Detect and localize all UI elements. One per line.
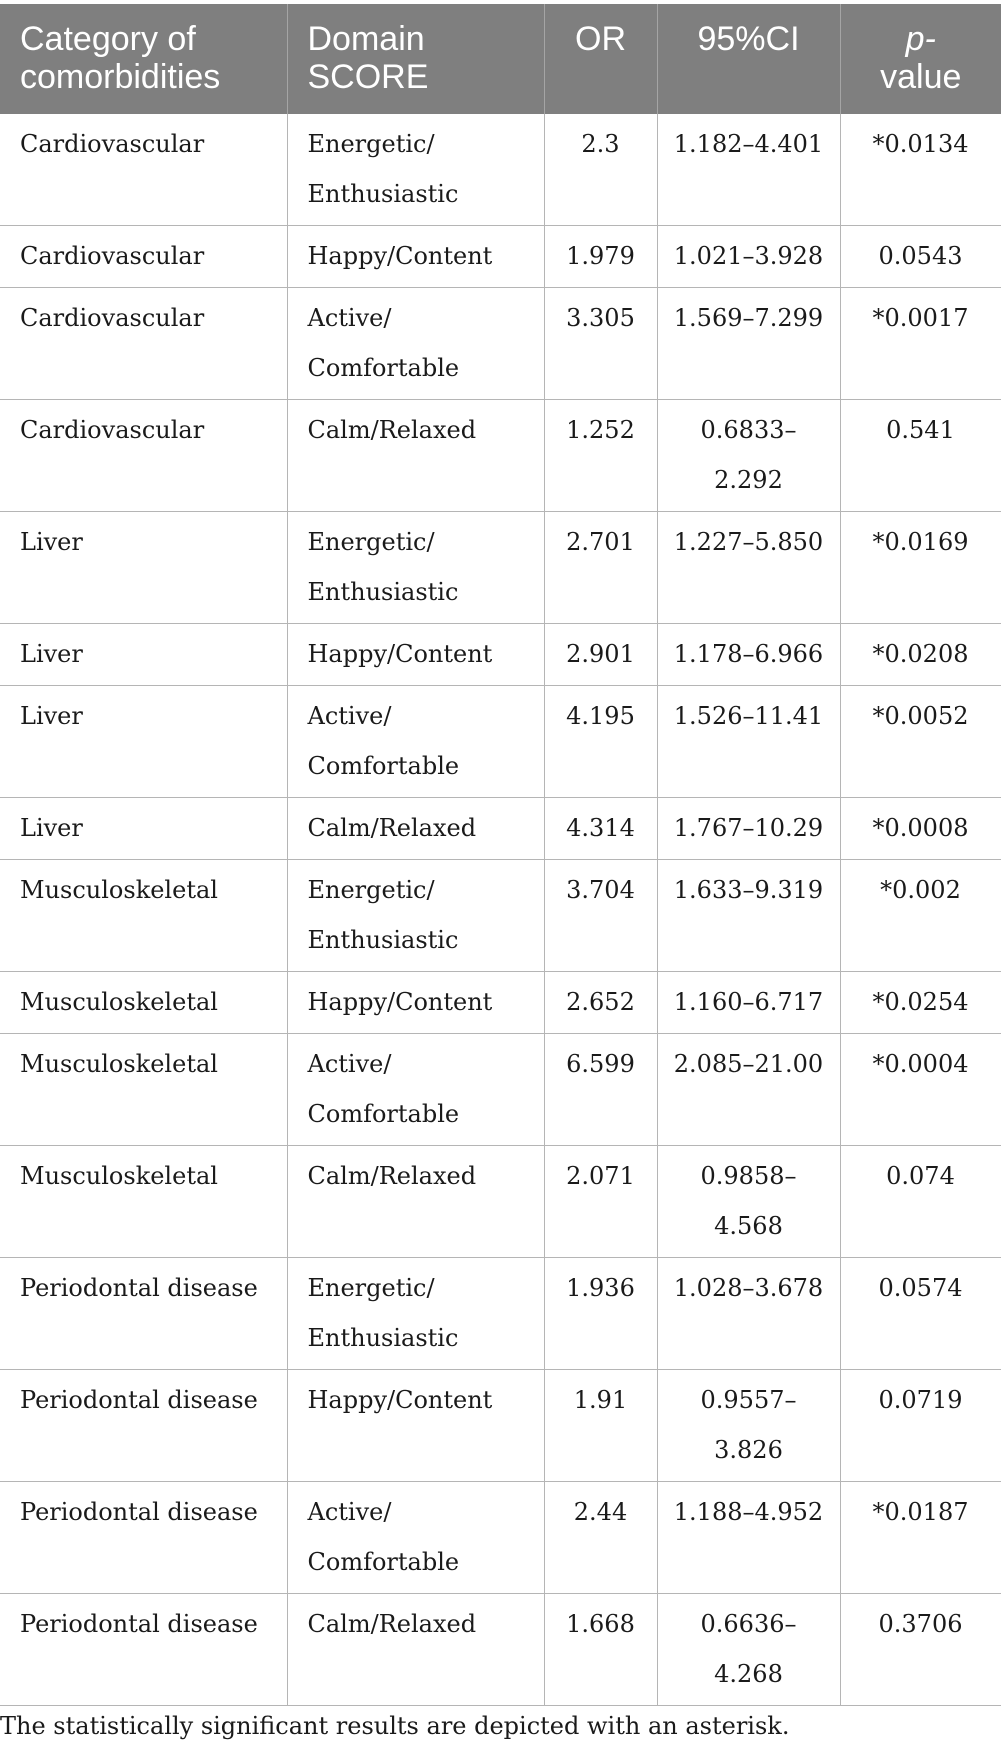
cell-category xyxy=(0,972,287,1034)
cell-p-value xyxy=(840,288,1001,400)
cell-p-value xyxy=(840,1482,1001,1594)
cell-category xyxy=(0,114,287,226)
table-row xyxy=(0,1034,1001,1146)
cell-p-value-text: *0.002 xyxy=(880,876,961,904)
header-row xyxy=(0,4,1001,114)
cell-domain xyxy=(287,114,544,226)
table-row xyxy=(0,1370,1001,1482)
cell-or xyxy=(544,1146,657,1258)
cell-ci-text: 4.568 xyxy=(714,1212,783,1240)
cell-ci-text: 2.292 xyxy=(714,466,783,494)
cell-category-text: Periodontal disease xyxy=(20,1610,258,1638)
cell-or-text: 1.91 xyxy=(573,1386,628,1414)
cell-p-value-text: *0.0052 xyxy=(872,702,969,730)
cell-category-text: Cardiovascular xyxy=(20,242,205,270)
cell-p-value-text: *0.0017 xyxy=(872,304,969,332)
cell-category xyxy=(0,798,287,860)
cell-domain-text: Happy/Content xyxy=(307,988,493,1016)
table-row xyxy=(0,1594,1001,1706)
cell-domain-text: Comfortable xyxy=(307,354,460,382)
cell-p-value-text: 0.0574 xyxy=(878,1274,963,1302)
cell-or-text: 2.701 xyxy=(566,528,635,556)
cell-category xyxy=(0,1034,287,1146)
table-row xyxy=(0,798,1001,860)
cell-domain-text: Comfortable xyxy=(307,752,460,780)
cell-category-text: Liver xyxy=(20,702,83,730)
cell-or-text: 1.979 xyxy=(566,242,635,270)
cell-ci xyxy=(657,1594,840,1706)
cell-or-text: 2.901 xyxy=(566,640,635,668)
cell-domain xyxy=(287,512,544,624)
cell-ci xyxy=(657,1146,840,1258)
cell-domain xyxy=(287,1146,544,1258)
cell-p-value xyxy=(840,686,1001,798)
cell-ci-text: 1.767–10.29 xyxy=(673,814,824,842)
cell-ci xyxy=(657,972,840,1034)
cell-p-value xyxy=(840,1034,1001,1146)
table-row xyxy=(0,686,1001,798)
header-or-label: OR xyxy=(575,20,626,58)
cell-p-value-text: *0.0208 xyxy=(872,640,969,668)
cell-or xyxy=(544,624,657,686)
cell-p-value xyxy=(840,400,1001,512)
cell-domain xyxy=(287,400,544,512)
cell-p-value-text: *0.0004 xyxy=(872,1050,969,1078)
cell-or xyxy=(544,512,657,624)
cell-category-text: Liver xyxy=(20,814,83,842)
cell-category xyxy=(0,860,287,972)
cell-domain-text: Comfortable xyxy=(307,1548,460,1576)
cell-domain-text: Calm/Relaxed xyxy=(307,416,477,444)
cell-category-text: Periodontal disease xyxy=(20,1386,258,1414)
cell-domain-text: Calm/Relaxed xyxy=(307,1610,477,1638)
cell-ci-text: 0.9557– xyxy=(700,1386,797,1414)
cell-domain xyxy=(287,686,544,798)
cell-ci xyxy=(657,226,840,288)
cell-ci xyxy=(657,1258,840,1370)
header-ci-label: 95%CI xyxy=(697,20,800,58)
cell-or-text: 3.704 xyxy=(566,876,635,904)
cell-p-value xyxy=(840,1258,1001,1370)
cell-p-value xyxy=(840,972,1001,1034)
cell-ci xyxy=(657,798,840,860)
header-p-value xyxy=(840,4,1001,114)
cell-ci xyxy=(657,860,840,972)
results-table-container xyxy=(0,4,1001,1706)
cell-category-text: Liver xyxy=(20,528,83,556)
cell-or-text: 1.252 xyxy=(566,416,635,444)
cell-domain xyxy=(287,226,544,288)
header-p-line2: value xyxy=(880,58,962,96)
table-row xyxy=(0,400,1001,512)
cell-category-text: Musculoskeletal xyxy=(20,1162,218,1190)
table-row xyxy=(0,114,1001,226)
cell-or-text: 4.314 xyxy=(566,814,635,842)
table-row xyxy=(0,860,1001,972)
cell-or xyxy=(544,1034,657,1146)
cell-or xyxy=(544,288,657,400)
cell-domain-text: Active/ xyxy=(307,304,392,332)
cell-or xyxy=(544,1482,657,1594)
cell-p-value-text: 0.3706 xyxy=(878,1610,963,1638)
cell-domain xyxy=(287,860,544,972)
comorbidity-or-table xyxy=(0,4,1001,1706)
cell-category xyxy=(0,226,287,288)
cell-domain-text: Calm/Relaxed xyxy=(307,814,477,842)
cell-ci-text: 3.826 xyxy=(714,1436,783,1464)
cell-domain xyxy=(287,798,544,860)
cell-domain-text: Enthusiastic xyxy=(307,578,459,606)
cell-or-text: 4.195 xyxy=(566,702,635,730)
cell-or-text: 2.071 xyxy=(566,1162,635,1190)
cell-ci-text: 0.9858– xyxy=(700,1162,797,1190)
cell-ci xyxy=(657,686,840,798)
cell-p-value-text: *0.0254 xyxy=(872,988,969,1016)
cell-category xyxy=(0,1258,287,1370)
cell-category-text: Cardiovascular xyxy=(20,416,205,444)
cell-or-text: 2.652 xyxy=(566,988,635,1016)
cell-ci-text: 1.028–3.678 xyxy=(673,1274,824,1302)
cell-domain xyxy=(287,624,544,686)
cell-ci xyxy=(657,288,840,400)
cell-or xyxy=(544,860,657,972)
cell-domain-text: Active/ xyxy=(307,702,392,730)
cell-ci-text: 1.569–7.299 xyxy=(673,304,824,332)
cell-ci xyxy=(657,114,840,226)
cell-domain-text: Happy/Content xyxy=(307,640,493,668)
cell-p-value xyxy=(840,1370,1001,1482)
cell-or-text: 2.44 xyxy=(573,1498,628,1526)
cell-ci-text: 1.526–11.41 xyxy=(673,702,824,730)
cell-or-text: 2.3 xyxy=(581,130,620,158)
cell-category xyxy=(0,400,287,512)
table-row xyxy=(0,972,1001,1034)
cell-ci-text: 0.6833– xyxy=(700,416,797,444)
cell-category-text: Liver xyxy=(20,640,83,668)
table-row xyxy=(0,512,1001,624)
cell-domain-text: Active/ xyxy=(307,1050,392,1078)
header-domain-line2: SCORE xyxy=(307,58,429,96)
cell-or xyxy=(544,400,657,512)
cell-category xyxy=(0,686,287,798)
cell-category xyxy=(0,288,287,400)
cell-or-text: 3.305 xyxy=(566,304,635,332)
header-domain-line1: Domain xyxy=(307,20,425,58)
cell-category xyxy=(0,624,287,686)
cell-or xyxy=(544,972,657,1034)
table-row xyxy=(0,624,1001,686)
cell-or xyxy=(544,226,657,288)
header-domain xyxy=(287,4,544,114)
cell-or xyxy=(544,686,657,798)
cell-ci-text: 1.021–3.928 xyxy=(673,242,824,270)
cell-p-value xyxy=(840,1594,1001,1706)
cell-category xyxy=(0,1482,287,1594)
cell-ci-text: 1.633–9.319 xyxy=(673,876,824,904)
table-row xyxy=(0,1146,1001,1258)
cell-domain-text: Energetic/ xyxy=(307,528,435,556)
cell-category xyxy=(0,1146,287,1258)
cell-p-value xyxy=(840,114,1001,226)
cell-domain xyxy=(287,972,544,1034)
cell-category-text: Musculoskeletal xyxy=(20,1050,218,1078)
cell-ci-text: 1.182–4.401 xyxy=(673,130,824,158)
cell-domain xyxy=(287,1594,544,1706)
cell-p-value xyxy=(840,1146,1001,1258)
cell-category xyxy=(0,1594,287,1706)
cell-ci xyxy=(657,512,840,624)
table-row xyxy=(0,226,1001,288)
table-row xyxy=(0,288,1001,400)
cell-or-text: 6.599 xyxy=(566,1050,635,1078)
cell-ci xyxy=(657,400,840,512)
cell-p-value xyxy=(840,512,1001,624)
cell-ci-text: 0.6636– xyxy=(700,1610,797,1638)
cell-domain-text: Energetic/ xyxy=(307,876,435,904)
cell-or-text: 1.668 xyxy=(566,1610,635,1638)
cell-ci-text: 1.227–5.850 xyxy=(673,528,824,556)
cell-ci-text: 2.085–21.00 xyxy=(673,1050,824,1078)
cell-domain xyxy=(287,1034,544,1146)
cell-category-text: Musculoskeletal xyxy=(20,988,218,1016)
cell-domain-text: Happy/Content xyxy=(307,1386,493,1414)
cell-p-value xyxy=(840,860,1001,972)
cell-ci-text: 1.160–6.717 xyxy=(673,988,824,1016)
header-ci xyxy=(657,4,840,114)
cell-ci-text: 4.268 xyxy=(714,1660,783,1688)
table-footnote: The statistically significant results are depicted with an asterisk. xyxy=(0,1712,790,1740)
cell-domain-text: Enthusiastic xyxy=(307,180,459,208)
cell-or xyxy=(544,114,657,226)
cell-p-value-text: *0.0134 xyxy=(872,130,969,158)
cell-p-value-text: 0.0543 xyxy=(878,242,963,270)
cell-p-value-text: 0.0719 xyxy=(878,1386,963,1414)
cell-ci xyxy=(657,624,840,686)
cell-domain-text: Active/ xyxy=(307,1498,392,1526)
cell-or-text: 1.936 xyxy=(566,1274,635,1302)
header-category-line1: Category of xyxy=(20,20,196,58)
table-row xyxy=(0,1258,1001,1370)
cell-or xyxy=(544,1370,657,1482)
cell-p-value-text: 0.541 xyxy=(886,416,955,444)
cell-or xyxy=(544,1594,657,1706)
cell-ci xyxy=(657,1482,840,1594)
cell-domain-text: Enthusiastic xyxy=(307,1324,459,1352)
cell-domain-text: Energetic/ xyxy=(307,1274,435,1302)
cell-p-value xyxy=(840,226,1001,288)
header-or xyxy=(544,4,657,114)
cell-or xyxy=(544,1258,657,1370)
cell-category-text: Periodontal disease xyxy=(20,1274,258,1302)
header-p-line1: p- xyxy=(905,20,936,58)
cell-p-value xyxy=(840,798,1001,860)
cell-category xyxy=(0,1370,287,1482)
header-category xyxy=(0,4,287,114)
cell-ci xyxy=(657,1370,840,1482)
cell-domain-text: Energetic/ xyxy=(307,130,435,158)
cell-p-value-text: *0.0187 xyxy=(872,1498,969,1526)
cell-p-value-text: *0.0169 xyxy=(872,528,969,556)
cell-p-value-text: *0.0008 xyxy=(872,814,969,842)
cell-category-text: Cardiovascular xyxy=(20,304,205,332)
cell-domain-text: Enthusiastic xyxy=(307,926,459,954)
cell-category-text: Cardiovascular xyxy=(20,130,205,158)
cell-category-text: Musculoskeletal xyxy=(20,876,218,904)
cell-ci-text: 1.178–6.966 xyxy=(673,640,824,668)
cell-domain-text: Comfortable xyxy=(307,1100,460,1128)
header-category-line2: comorbidities xyxy=(20,58,221,96)
cell-domain xyxy=(287,288,544,400)
cell-category xyxy=(0,512,287,624)
table-row xyxy=(0,1482,1001,1594)
cell-category-text: Periodontal disease xyxy=(20,1498,258,1526)
cell-ci-text: 1.188–4.952 xyxy=(673,1498,824,1526)
cell-domain xyxy=(287,1370,544,1482)
cell-p-value xyxy=(840,624,1001,686)
cell-domain-text: Happy/Content xyxy=(307,242,493,270)
cell-domain xyxy=(287,1482,544,1594)
table-body xyxy=(0,114,1001,1706)
cell-domain-text: Calm/Relaxed xyxy=(307,1162,477,1190)
cell-domain xyxy=(287,1258,544,1370)
cell-or xyxy=(544,798,657,860)
cell-p-value-text: 0.074 xyxy=(886,1162,955,1190)
cell-ci xyxy=(657,1034,840,1146)
